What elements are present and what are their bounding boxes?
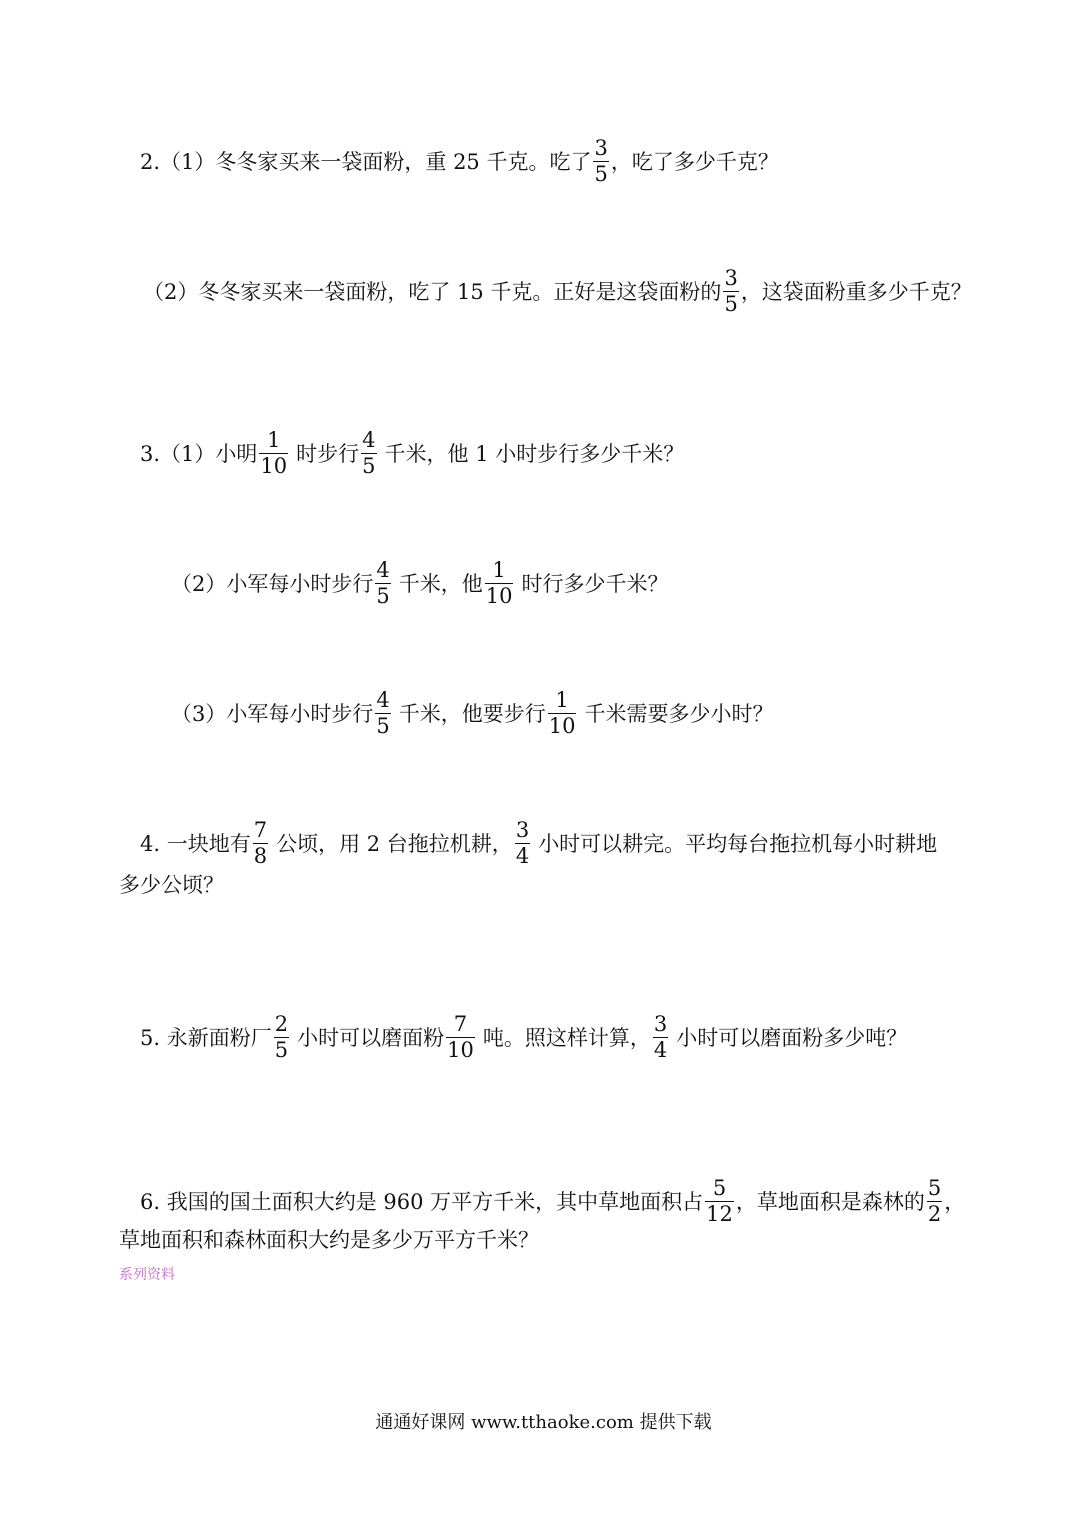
question-4 [140, 820, 937, 867]
q2-p2-text-a: （2）冬冬家买来一袋面粉，吃了 15 千克。正好是这袋面粉的 [143, 279, 722, 304]
q5-text-a: 5. 永新面粉厂 [140, 1025, 272, 1050]
fraction: $\frac{3}{4}$ [515, 818, 530, 868]
q3-p1-text-b: 时步行 [296, 441, 360, 466]
fraction: $\frac{4}{5}$ [376, 688, 390, 738]
question-6-continued [119, 1226, 539, 1254]
fraction: $\frac{3}{4}$ [653, 1012, 668, 1062]
q3-p3-text-b: 千米，他要步行 [398, 701, 546, 726]
question-3-part-3 [171, 690, 773, 737]
fraction: $\frac{3}{5}$ [724, 266, 738, 316]
q4-text-d: 多少公顷？ [119, 873, 224, 897]
q3-p2-text-b: 千米，他 [398, 571, 483, 596]
page-footer: 通通好课网 www.tthaoke.com 提供下载 [375, 1412, 712, 1433]
series-watermark: 系列资料 [119, 1267, 175, 1283]
question-3-part-1 [140, 430, 684, 477]
fraction: $\frac{2}{5}$ [274, 1012, 289, 1062]
q2-p1-text-a: 2.（1）冬冬家买来一袋面粉，重 25 千克。吃了 [140, 149, 592, 174]
fraction: $\frac{4}{5}$ [376, 558, 390, 608]
q3-p2-text-c: 时行多少千米？ [521, 571, 669, 596]
q5-text-d: 小时可以磨面粉多少吨？ [676, 1025, 908, 1050]
fraction: $\frac{7}{8}$ [253, 818, 268, 868]
q4-text-a: 4. 一块地有 [140, 831, 251, 856]
fraction: $\frac{3}{5}$ [594, 136, 608, 186]
q3-p3-text-c: 千米需要多少小时？ [584, 701, 774, 726]
fraction: $\frac{5}{2}$ [927, 1176, 942, 1226]
fraction: $\frac{4}{5}$ [362, 428, 376, 478]
question-2-part-2 [143, 268, 972, 315]
q4-text-c: 小时可以耕完。平均每台拖拉机每小时耕地 [538, 831, 938, 856]
question-4-continued [119, 871, 224, 899]
q2-p1-text-b: ，吃了多少千克？ [610, 149, 779, 174]
q3-p1-text-c: 千米，他 1 小时步行多少千米？ [384, 441, 685, 466]
fraction: $\frac{5}{12}$ [706, 1176, 733, 1226]
q5-text-c: 吨。照这样计算， [482, 1025, 651, 1050]
question-2-part-1 [140, 138, 779, 185]
fraction: $\frac{1}{10}$ [485, 558, 513, 608]
question-3-part-2 [171, 560, 668, 607]
q6-text-a: 6. 我国的国土面积大约是 960 万平方千米，其中草地面积占 [140, 1189, 704, 1214]
q3-p2-text-a: （2）小军每小时步行 [171, 571, 374, 596]
fraction: $\frac{7}{10}$ [447, 1012, 474, 1062]
q6-text-d: 草地面积和森林面积大约是多少万平方千米？ [119, 1228, 539, 1252]
fraction: $\frac{1}{10}$ [548, 688, 576, 738]
fraction: $\frac{1}{10}$ [260, 428, 288, 478]
q5-text-b: 小时可以磨面粉 [297, 1025, 445, 1050]
q6-text-b: ，草地面积是森林的 [735, 1189, 925, 1214]
q3-p1-text-a: 3.（1）小明 [140, 441, 258, 466]
q6-text-c: ， [944, 1189, 966, 1214]
q2-p2-text-b: ，这袋面粉重多少千克？ [740, 279, 972, 304]
question-6 [140, 1178, 965, 1225]
question-5 [140, 1014, 907, 1061]
q3-p3-text-a: （3）小军每小时步行 [171, 701, 374, 726]
q4-text-b: 公顷，用 2 台拖拉机耕， [276, 831, 513, 856]
